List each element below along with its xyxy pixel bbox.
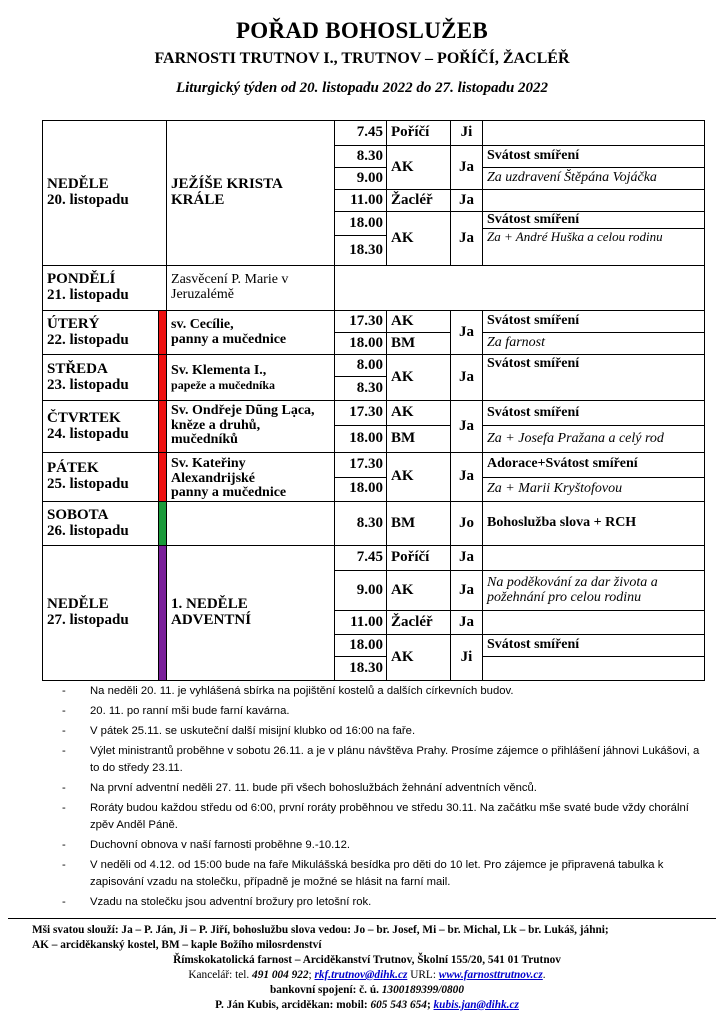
place-cell: AK (387, 635, 451, 681)
place-cell: BM (387, 502, 451, 546)
time-cell: 9.00 (335, 571, 387, 611)
place-cell: Žacléř (387, 190, 451, 212)
feast-cell: JEŽÍŠE KRISTA KRÁLE (167, 121, 335, 266)
note-cell: Svátost smíření (483, 401, 705, 426)
note-cell: Bohoslužba slova + RCH (483, 502, 705, 546)
time-cell: 18.00 (335, 333, 387, 355)
place-cell: Poříčí (387, 546, 451, 571)
note-cell: Za farnost (483, 333, 705, 355)
list-item: - 20. 11. po ranní mši bude farní kavárna. (56, 703, 706, 720)
liturgical-color-bar (159, 355, 167, 401)
place-cell: AK (387, 571, 451, 611)
time-cell: 7.45 (335, 121, 387, 146)
list-item: - V pátek 25.11. se uskuteční další misijní klubko od 16:00 na faře. (56, 723, 706, 740)
time-cell: 18.00 (335, 426, 387, 453)
list-item: - Vzadu na stolečku jsou adventní brožury pro letošní rok. (56, 894, 706, 911)
parish-address: Římskokatolická farnost – Arciděkanství Trutnov, Školní 155/20, 541 01 Trutnov (173, 954, 561, 966)
liturgical-color-bar (159, 546, 167, 681)
list-item: - Na neděli 20. 11. je vyhlášená sbírka na pojištění kostelů a dalších církevních budov. (56, 683, 706, 700)
legend-line-2: AK – arciděkanský kostel, BM – kaple Božího milosrdenství (32, 939, 322, 951)
priest-cell: Ja (451, 401, 483, 453)
day-cell: ÚTERÝ 22. listopadu (43, 311, 159, 355)
time-cell: 8.30 (335, 146, 387, 168)
table-row (43, 311, 705, 333)
table-row (43, 121, 705, 146)
priest-cell: Ja (451, 453, 483, 502)
office-email-link[interactable]: rkf.trutnov@dihk.cz (314, 969, 408, 981)
priest-cell: Ji (451, 121, 483, 146)
place-cell: BM (387, 426, 451, 453)
place-cell: AK (387, 401, 451, 426)
priest-cell: Ja (451, 571, 483, 611)
time-cell: 9.00 (335, 168, 387, 190)
place-cell: AK (387, 453, 451, 502)
priest-cell: Ji (451, 635, 483, 681)
time-cell: 18.30 (335, 236, 387, 266)
feast-cell (167, 502, 335, 546)
day-cell: PONDĚLÍ 21. listopadu (43, 266, 167, 311)
note-cell (483, 657, 705, 681)
priest-cell: Ja (451, 190, 483, 212)
day-cell: ČTVRTEK 24. listopadu (43, 401, 159, 453)
time-cell: 11.00 (335, 611, 387, 635)
day-cell: STŘEDA 23. listopadu (43, 355, 159, 401)
website-link[interactable]: www.farnosttrutnov.cz (438, 969, 543, 981)
liturgical-color-bar (159, 401, 167, 453)
office-contact: Kancelář: tel. 491 004 922; rkf.trutnov@dihk.cz URL: www.farnosttrutnov.cz. (188, 969, 546, 981)
time-cell: 18.00 (335, 212, 387, 236)
place-cell: AK (387, 311, 451, 333)
feast-cell: 1. NEDĚLE ADVENTNÍ (167, 546, 335, 681)
table-row (43, 401, 705, 426)
priest-cell: Ja (451, 212, 483, 266)
priest-contact: P. Ján Kubis, arciděkan: mobil: 605 543 654; kubis.jan@dihk.cz (215, 999, 519, 1011)
note-cell: Svátost smíření (483, 146, 705, 168)
table-row (43, 502, 705, 546)
table-row (43, 266, 705, 311)
table-row (43, 453, 705, 478)
page-title: POŘAD BOHOSLUŽEB (235, 18, 489, 43)
day-cell: NEDĚLE 27. listopadu (43, 546, 159, 681)
list-item: - V neděli od 4.12. od 15:00 bude na faře Mikulášská besídka pro děti do 10 let. Pro zájemce je připravená tabulka k zapisování vzadu na stolečku, případně je možné se hlásit na farní mail. (56, 857, 706, 891)
empty-cell (335, 266, 705, 311)
priest-cell: Ja (451, 546, 483, 571)
priest-cell: Jo (451, 502, 483, 546)
time-cell: 8.00 (335, 355, 387, 377)
announcements-list (56, 683, 706, 914)
note-cell (483, 611, 705, 635)
place-cell: AK (387, 212, 451, 266)
note-cell: Svátost smíření Za + André Huška a celou rodinu (483, 212, 705, 266)
place-cell: BM (387, 333, 451, 355)
note-cell: Na poděkování za dar života a požehnání pro celou rodinu (483, 571, 705, 611)
list-item: - Duchovní obnova v naší farnosti proběhne 9.-10.12. (56, 837, 706, 854)
week-subtitle: Liturgický týden od 20. listopadu 2022 do 27. listopadu 2022 (175, 80, 549, 96)
priest-email-link[interactable]: kubis.jan@dihk.cz (433, 999, 519, 1011)
liturgical-color-bar (159, 311, 167, 355)
note-cell: Adorace+Svátost smíření (483, 453, 705, 478)
list-item: - Výlet ministrantů proběhne v sobotu 26.11. a je v plánu návštěva Prahy. Prosíme zájemce o přihlášení jáhnovi Lukášovi, a to do středy 23.11. (56, 743, 706, 777)
time-cell: 18.00 (335, 477, 387, 502)
time-cell: 8.30 (335, 377, 387, 401)
feast-cell: Sv. Ondřeje Dũng Lạca, kněze a druhů, mučedníků (167, 401, 335, 453)
feast-cell: sv. Cecílie, panny a mučednice (167, 311, 335, 355)
feast-cell: Sv. Klementa I., papeže a mučedníka (167, 355, 335, 401)
priest-cell: Ja (451, 146, 483, 190)
time-cell: 17.30 (335, 453, 387, 478)
legend-line-1: Mši svatou slouží: Ja – P. Ján, Ji – P. Jiří, bohoslužbu slova vedou: Jo – br. Josef, Mi – br. Michal, Lk – br. Lukáš, jáhni; (32, 924, 609, 936)
table-row (43, 355, 705, 377)
note-cell: Svátost smíření (483, 635, 705, 657)
priest-cell: Ja (451, 311, 483, 355)
list-item: - Na první adventní neděli 27. 11. bude při všech bohoslužbách žehnání adventních věnců. (56, 780, 706, 797)
liturgical-color-bar (159, 502, 167, 546)
time-cell: 18.00 (335, 635, 387, 657)
note-cell: Za + Josefa Pražana a celý rod (483, 426, 705, 453)
day-cell: PÁTEK 25. listopadu (43, 453, 159, 502)
place-cell: Žacléř (387, 611, 451, 635)
note-cell: Svátost smíření (483, 355, 705, 401)
footer (32, 923, 702, 1013)
note-cell (483, 190, 705, 212)
note-cell: Za + Marii Kryštofovou (483, 477, 705, 502)
time-cell: 17.30 (335, 311, 387, 333)
feast-cell: Sv. Kateřiny Alexandrijské panny a mučednice (167, 453, 335, 502)
place-cell: Poříčí (387, 121, 451, 146)
feast-cell: Zasvěcení P. Marie v Jeruzalémě (167, 266, 335, 311)
time-cell: 8.30 (335, 502, 387, 546)
priest-cell: Ja (451, 355, 483, 401)
liturgical-color-bar (159, 453, 167, 502)
time-cell: 18.30 (335, 657, 387, 681)
time-cell: 17.30 (335, 401, 387, 426)
table-row (43, 546, 705, 571)
footer-divider (8, 918, 716, 919)
note-cell: Za uzdravení Štěpána Vojáčka (483, 168, 705, 190)
bank-account: bankovní spojení: č. ú. 1300189399/0800 (270, 984, 464, 996)
list-item: - Roráty budou každou středu od 6:00, první roráty proběhnou ve středu 30.11. Na začátku mše svaté bude vždy chorální zpěv Anděl Páně. (56, 800, 706, 834)
schedule-table (42, 120, 705, 681)
time-cell: 7.45 (335, 546, 387, 571)
place-cell: AK (387, 146, 451, 190)
note-cell (483, 121, 705, 146)
place-cell: AK (387, 355, 451, 401)
note-cell (483, 546, 705, 571)
parishes-subtitle: FARNOSTI TRUTNOV I., TRUTNOV – POŘÍČÍ, ŽACLÉŘ (154, 50, 570, 67)
day-cell: SOBOTA 26. listopadu (43, 502, 159, 546)
note-cell: Svátost smíření (483, 311, 705, 333)
day-cell: NEDĚLE 20. listopadu (43, 121, 167, 266)
time-cell: 11.00 (335, 190, 387, 212)
priest-cell: Ja (451, 611, 483, 635)
